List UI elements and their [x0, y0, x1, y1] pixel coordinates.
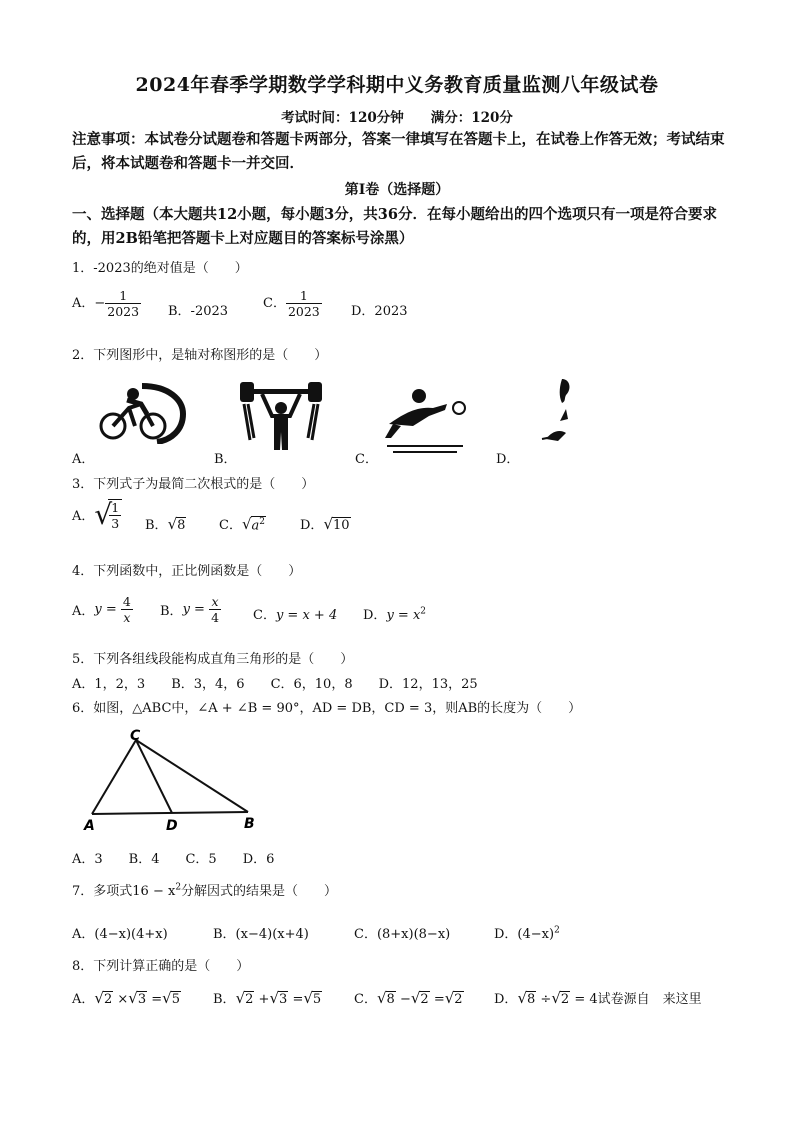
exam-title: 2024年春季学期数学学科期中义务教育质量监测八年级试卷	[135, 74, 659, 96]
q8-b-r1: 2	[245, 992, 254, 1007]
radical-icon: √	[376, 989, 387, 1007]
q3-option-a	[72, 498, 122, 531]
q7-option-c: C．(8+x)(8−x)	[354, 927, 451, 942]
q8-d-tail: 试卷源自 来这里	[597, 992, 702, 1007]
radical-icon: √	[162, 989, 172, 1007]
q7-option-a: A．(4−x)(4+x)	[72, 927, 168, 942]
q2-option-a: A．	[72, 452, 95, 467]
q4-b-den: 4	[211, 610, 220, 625]
q7-option-d-expr: D．(4−x)	[494, 927, 555, 942]
radical-icon: √	[128, 989, 138, 1007]
section-title: 第Ⅰ卷（选择题）	[344, 182, 450, 198]
q4-c-expr: y = x + 4	[275, 608, 338, 623]
q4-option-c-label: C．	[253, 608, 276, 623]
q4-a-den: x	[121, 609, 133, 625]
q4-d-exponent: 2	[420, 606, 427, 617]
radical-icon: √	[94, 989, 104, 1007]
label-a: A	[84, 818, 95, 834]
q2-option-c: C．	[355, 452, 378, 467]
label-b: B	[244, 816, 255, 832]
triangle-diagram	[76, 726, 272, 834]
radical-icon: √	[551, 989, 561, 1007]
q4-option-d	[363, 604, 426, 623]
radical-icon: √	[235, 989, 246, 1007]
q3-option-a-label: A．	[72, 509, 95, 524]
q3-d-radicand: 10	[333, 518, 350, 533]
q4-stem: 4．下列函数中，正比例函数是（ ）	[72, 564, 302, 579]
radical-icon: √	[303, 989, 313, 1007]
q8-b-r3: 5	[312, 992, 322, 1007]
q8-option-a	[72, 988, 181, 1007]
q8-option-d-label: D．	[494, 992, 518, 1007]
q7-stem-pre: 7．多项式16 − x	[72, 884, 176, 899]
q4-a-lhs: y =	[94, 602, 117, 617]
q7-option-b: B．(x−4)(x+4)	[213, 927, 309, 942]
q6-options: A．3 B．4 C．5 D．6	[72, 852, 275, 867]
side-ab	[92, 812, 248, 814]
q8-a-r1: 2	[103, 992, 113, 1007]
q2-option-d: D．	[496, 452, 520, 467]
q8-a-r2: 3	[137, 992, 147, 1007]
q8-d-eq: = 4	[574, 992, 598, 1007]
section-intro: 一、选择题（本大题共12小题，每小题3分，共36分．在每小题给出的四个选项只有一项是符合要求的，用2B铅笔把答题卡上对应题目的答案标号涂黑）	[72, 206, 717, 247]
radical-icon: √	[444, 989, 455, 1007]
q3-c-exponent: 2	[259, 516, 266, 527]
q5-stem: 5．下列各组线段能构成直角三角形的是（ ）	[72, 652, 354, 667]
q3-option-b-label: B．	[145, 518, 168, 533]
exam-notice: 注意事项：本试卷分试题卷和答题卡两部分，答案一律填写在答题卡上，在试卷上作答无效；考试结束后，将本试题卷和答题卡一并交回．	[72, 131, 725, 172]
q2-stem: 2．下列图形中，是轴对称图形的是（ ）	[72, 348, 328, 363]
q1-c-den: 2023	[287, 304, 320, 319]
q2-option-b: B．	[214, 452, 237, 467]
q3-a-num: 1	[111, 499, 120, 515]
q4-option-b	[160, 594, 221, 625]
q8-stem: 8．下列计算正确的是（ ）	[72, 959, 250, 974]
q8-b-r2: 3	[279, 992, 288, 1007]
q7-stem-exp: 2	[175, 882, 182, 893]
exam-subtitle: 考试时间：120分钟 满分：120分	[281, 110, 513, 126]
q1-option-c-label: C．	[263, 296, 286, 311]
q7-stem-post: 分解因式的结果是（ ）	[181, 884, 338, 899]
radical-icon: √	[323, 515, 333, 533]
q7-option-d	[494, 923, 560, 942]
q6-stem: 6．如图，△ABC中，∠A + ∠B = 90°，AD = DB，CD = 3，则AB的长度为（ ）	[72, 701, 582, 716]
q1-option-a	[72, 288, 141, 319]
q8-d-r1: 8	[527, 992, 536, 1007]
goalkeeper-icon	[383, 384, 469, 456]
q1-option-a-label: A．−	[72, 296, 106, 311]
q8-option-c-label: C．	[354, 992, 377, 1007]
q8-b-op: +	[258, 992, 270, 1007]
figure-icon	[538, 375, 578, 445]
q4-a-num: 4	[122, 594, 131, 609]
radical-icon: √	[410, 989, 421, 1007]
q4-option-c	[253, 604, 337, 623]
q8-d-op: ÷	[540, 992, 552, 1007]
q3-option-c-label: C．	[219, 518, 242, 533]
q8-option-d	[494, 988, 702, 1007]
radical-icon: √	[517, 989, 527, 1007]
q5-options: A．1，2，3 B．3，4，6 C．6，10，8 D．12，13，25	[72, 677, 478, 692]
q3-option-d-label: D．	[300, 518, 324, 533]
q1-option-b: B．-2023	[168, 304, 229, 319]
q4-option-b-label: B．	[160, 604, 183, 619]
q1-a-num: 1	[119, 288, 128, 303]
q1-option-d: D．2023	[351, 304, 408, 319]
q8-option-b	[213, 988, 322, 1007]
q8-b-eq: =	[292, 992, 304, 1007]
q3-stem: 3．下列式子为最简二次根式的是（ ）	[72, 477, 315, 492]
q4-d-expr: y = x	[386, 608, 421, 623]
q7-stem	[72, 880, 337, 899]
q4-b-num: x	[211, 594, 219, 609]
side-ac	[92, 740, 136, 814]
q1-option-c	[263, 288, 322, 319]
radical-icon: √	[94, 498, 113, 531]
q8-a-r3: 5	[171, 992, 181, 1007]
q8-c-r3: 2	[454, 992, 463, 1007]
q8-c-r2: 2	[420, 992, 429, 1007]
q8-c-r1: 8	[386, 992, 395, 1007]
q4-option-a	[72, 594, 133, 625]
q7-d-exponent: 2	[554, 925, 560, 936]
q3-c-radicand: a	[251, 518, 260, 533]
q3-option-b	[145, 514, 186, 533]
q1-a-den: 2023	[107, 304, 140, 319]
q8-option-a-label: A．	[72, 992, 95, 1007]
q3-option-c	[219, 514, 266, 533]
q8-c-eq: =	[433, 992, 445, 1007]
radical-icon: √	[167, 515, 178, 533]
q1-c-num: 1	[299, 288, 308, 303]
label-d: D	[166, 818, 178, 834]
q3-option-d	[300, 514, 351, 533]
q1-stem: 1．-2023的绝对值是（ ）	[72, 261, 248, 276]
q3-b-radicand: 8	[177, 518, 186, 533]
weightlifter-icon	[238, 380, 324, 452]
label-c: C	[130, 728, 141, 744]
q8-c-op: −	[399, 992, 411, 1007]
q8-d-r2: 2	[560, 992, 570, 1007]
q4-option-a-label: A．	[72, 604, 95, 619]
cyclist-icon	[97, 382, 187, 444]
q8-option-b-label: B．	[213, 992, 236, 1007]
radical-icon: √	[269, 989, 280, 1007]
q3-a-den: 3	[111, 515, 120, 531]
q8-option-c	[354, 988, 464, 1007]
q4-b-lhs: y =	[182, 602, 205, 617]
radical-icon: √	[241, 515, 252, 533]
q4-option-d-label: D．	[363, 608, 387, 623]
q8-a-eq: =	[151, 992, 163, 1007]
q8-a-op: ×	[117, 992, 129, 1007]
